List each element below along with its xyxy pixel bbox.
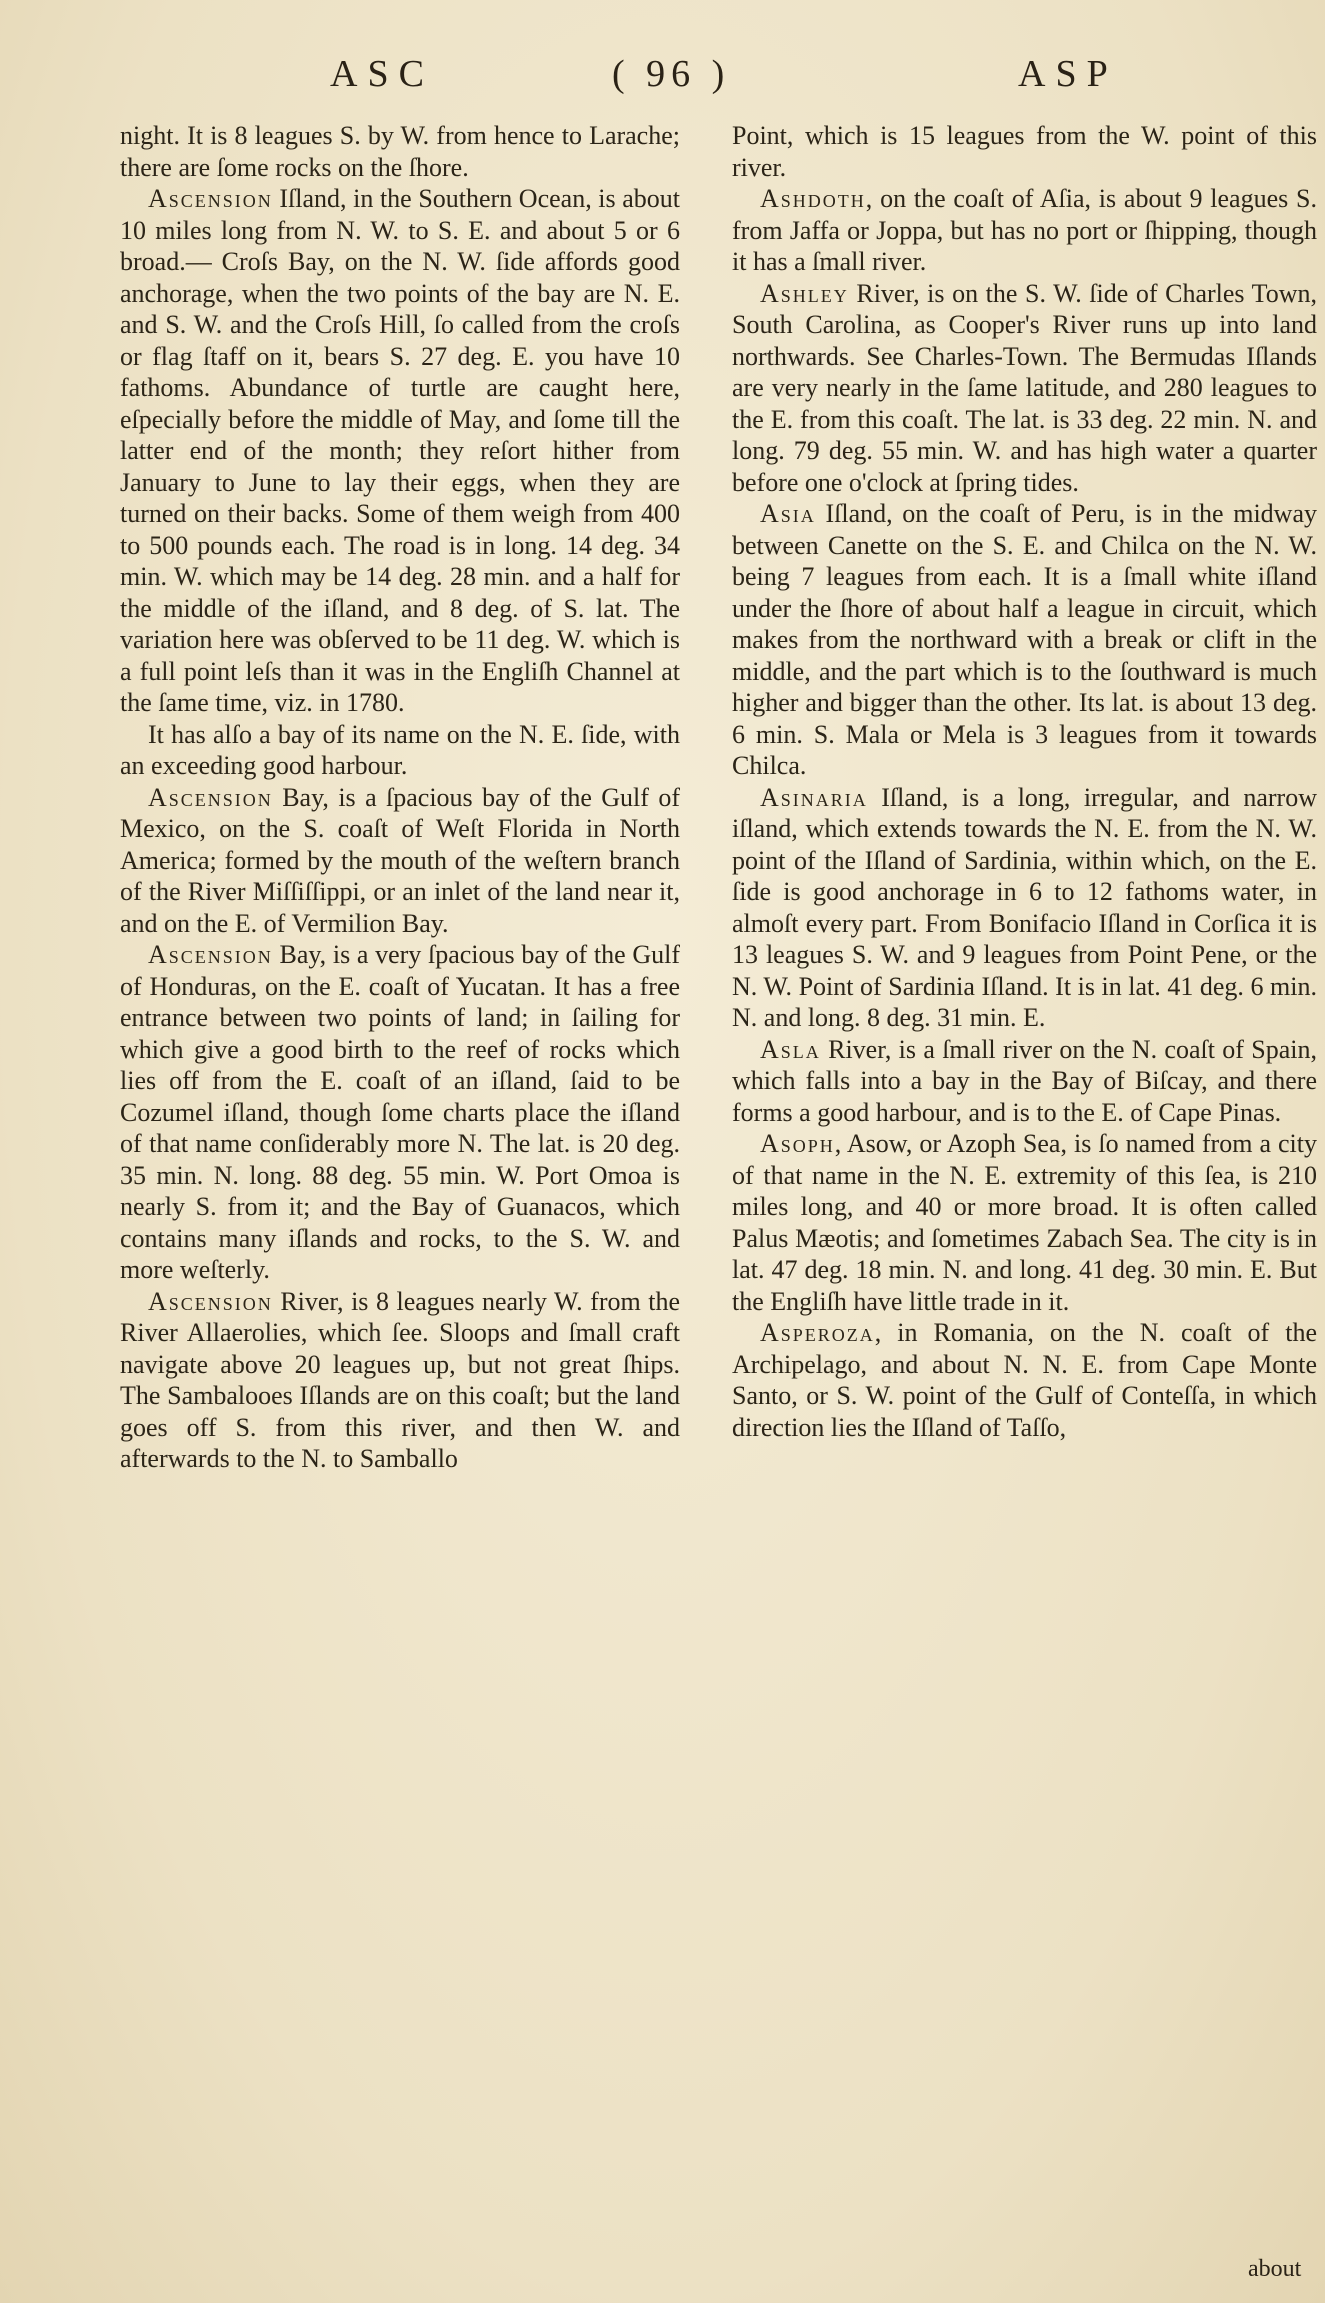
entry-text: night. It is 8 leagues S. by W. from hence to Larache; there are ſome rocks on the ſhore.	[120, 121, 680, 182]
entry-text: It has alſo a bay of its name on the N. E. ſide, with an exceeding good harbour.	[120, 719, 680, 780]
catchword: about	[1248, 2256, 1302, 2282]
header-left: ASC	[330, 53, 434, 95]
entry-text: Bay, is a ſpacious bay of the Gulf of Mexico, on the S. coaſt of Weſt Florida in North America; formed by the mouth of the weſtern branch of the River Miſſiſſippi, or an inlet of the land near it, and on the E. of Vermilion Bay.	[120, 782, 680, 938]
dictionary-entry	[732, 120, 1317, 183]
dictionary-entry	[732, 1317, 1317, 1443]
entry-headword: Ashley	[760, 278, 849, 308]
entry-text: , in Romania, on the N. coaſt of the Archipelago, and about N. N. E. from Cape Monte Santo, or S. W. point of the Gulf of Conteſſa, in which direction lies the Iſland of Taſſo,	[732, 1318, 1317, 1442]
entry-headword: Ashdoth	[760, 184, 866, 213]
entry-text: Bay, is a very ſpacious bay of the Gulf of Honduras, on the E. coaſt of Yucatan. It has a free entrance between two points of land; in ſailing for which give a good birth to the reef of rocks which lies off from the E. coaſt of an iſland, ſaid to be Cozumel iſland, though ſome charts place the iſland of that name conſiderably more N. The lat. is 20 deg. 35 min. N. long. 88 deg. 55 min. W. Port Omoa is nearly S. from it; and the Bay of Guanacos, which contains many iſlands and rocks, to the S. W. and more weſterly.	[120, 940, 680, 1284]
entry-text: Iſland, is a long, irregular, and narrow iſland, which extends towards the N. E. from the N. W. point of the Iſland of Sardinia, within which, on the E. ſide is good anchorage in 6 to 12 fathoms water, in almoſt every part. From Bonifacio Iſland in Corſica it is 13 leagues S. W. and 9 leagues from Point Pene, or the N. W. Point of Sardinia Iſland. It is in lat. 41 deg. 6 min. N. and long. 8 deg. 31 min. E.	[732, 782, 1317, 1032]
entry-headword: Ascension	[148, 1286, 273, 1316]
dictionary-entry	[120, 939, 680, 1286]
entry-text: River, is a ſmall river on the N. coaſt of Spain, which falls into a bay in the Bay of Biſcay, and there forms a good harbour, and is to the E. of Cape Pinas.	[732, 1034, 1317, 1127]
entry-text: River, is 8 leagues nearly W. from the River Allaerolies, which ſee. Sloops and ſmall craft navigate above 20 leagues up, but not great ſhips. The Sambalooes Iſlands are on this coaſt; but the land goes off S. from this river, and then W. and afterwards to the N. to Samballo	[120, 1286, 680, 1473]
entry-text: Point, which is 15 leagues from the W. point of this river.	[732, 121, 1317, 182]
dictionary-entry	[732, 498, 1317, 782]
entry-text: River, is on the S. W. ſide of Charles Town, South Carolina, as Cooper's River runs up into land northwards. See Charles-Town. The Bermudas Iſlands are very nearly in the ſame latitude, and 280 leagues to the E. from this coaſt. The lat. is 33 deg. 22 min. N. and long. 79 deg. 55 min. W. and has high water a quarter before one o'clock at ſpring tides.	[732, 278, 1317, 497]
entry-headword: Asoph	[760, 1129, 835, 1158]
entry-text: , on the coaſt of Aſia, is about 9 leagues S. from Jaffa or Joppa, but has no port or ſhipping, though it has a ſmall river.	[732, 184, 1317, 276]
entry-headword: Ascension	[148, 940, 273, 969]
entry-headword: Ascension	[148, 184, 273, 213]
left-column	[120, 120, 680, 2280]
dictionary-entry	[732, 782, 1317, 1034]
dictionary-entry	[120, 719, 680, 782]
right-column	[732, 120, 1317, 2280]
header-right: ASP	[1018, 53, 1118, 95]
dictionary-entry	[732, 1034, 1317, 1129]
dictionary-entry	[732, 183, 1317, 278]
dictionary-entry	[120, 782, 680, 940]
entry-text: Iſland, on the coaſt of Peru, is in the midway between Canette on the S. E. and Chilca on the N. W. being 7 leagues from each. It is a ſmall white iſland under the ſhore of about half a league in circuit, which makes from the northward with a break or clift in the middle, and the part which is to the ſouthward is much higher and bigger than the other. Its lat. is about 13 deg. 6 min. S. Mala or Mela is 3 leagues from it towards Chilca.	[732, 499, 1317, 780]
page-number: ( 96 )	[612, 53, 731, 95]
dictionary-entry	[120, 183, 680, 719]
running-header	[0, 52, 1325, 112]
dictionary-entry	[120, 1286, 680, 1475]
entry-headword: Asla	[760, 1034, 821, 1064]
entry-headword: Asperoza	[760, 1318, 875, 1347]
entry-headword: Ascension	[148, 782, 273, 812]
dictionary-entry	[732, 278, 1317, 499]
entry-headword: Asinaria	[760, 782, 868, 812]
entry-headword: Asia	[760, 499, 816, 528]
dictionary-entry	[732, 1128, 1317, 1317]
entry-text: , Asow, or Azoph Sea, is ſo named from a city of that name in the N. E. extremity of this ſea, is 210 miles long, and 40 or more broad. It is often called Palus Mæotis; and ſometimes Zabach Sea. The city is in lat. 47 deg. 18 min. N. and long. 41 deg. 30 min. E. But the Engliſh have little trade in it.	[732, 1129, 1317, 1316]
entry-text: Iſland, in the Southern Ocean, is about 10 miles long from N. W. to S. E. and about 5 or 6 broad.— Croſs Bay, on the N. W. ſide affords good anchorage, when the two points of the bay are N. E. and S. W. and the Croſs Hill, ſo called from the croſs or flag ſtaff on it, bears S. 27 deg. E. you have 10 fathoms. Abundance of turtle are caught here, eſpecially before the middle of May, and ſome till the latter end of the month; they reſort hither from January to June to lay their eggs, when they are turned on their backs. Some of them weigh from 400 to 500 pounds each. The road is in long. 14 deg. 34 min. W. which may be 14 deg. 28 min. and a half for the middle of the iſland, and 8 deg. of S. lat. The variation here was obſerved to be 11 deg. W. which is a full point leſs than it was in the Engliſh Channel at the ſame time, viz. in 1780.	[120, 184, 680, 717]
dictionary-entry	[120, 120, 680, 183]
